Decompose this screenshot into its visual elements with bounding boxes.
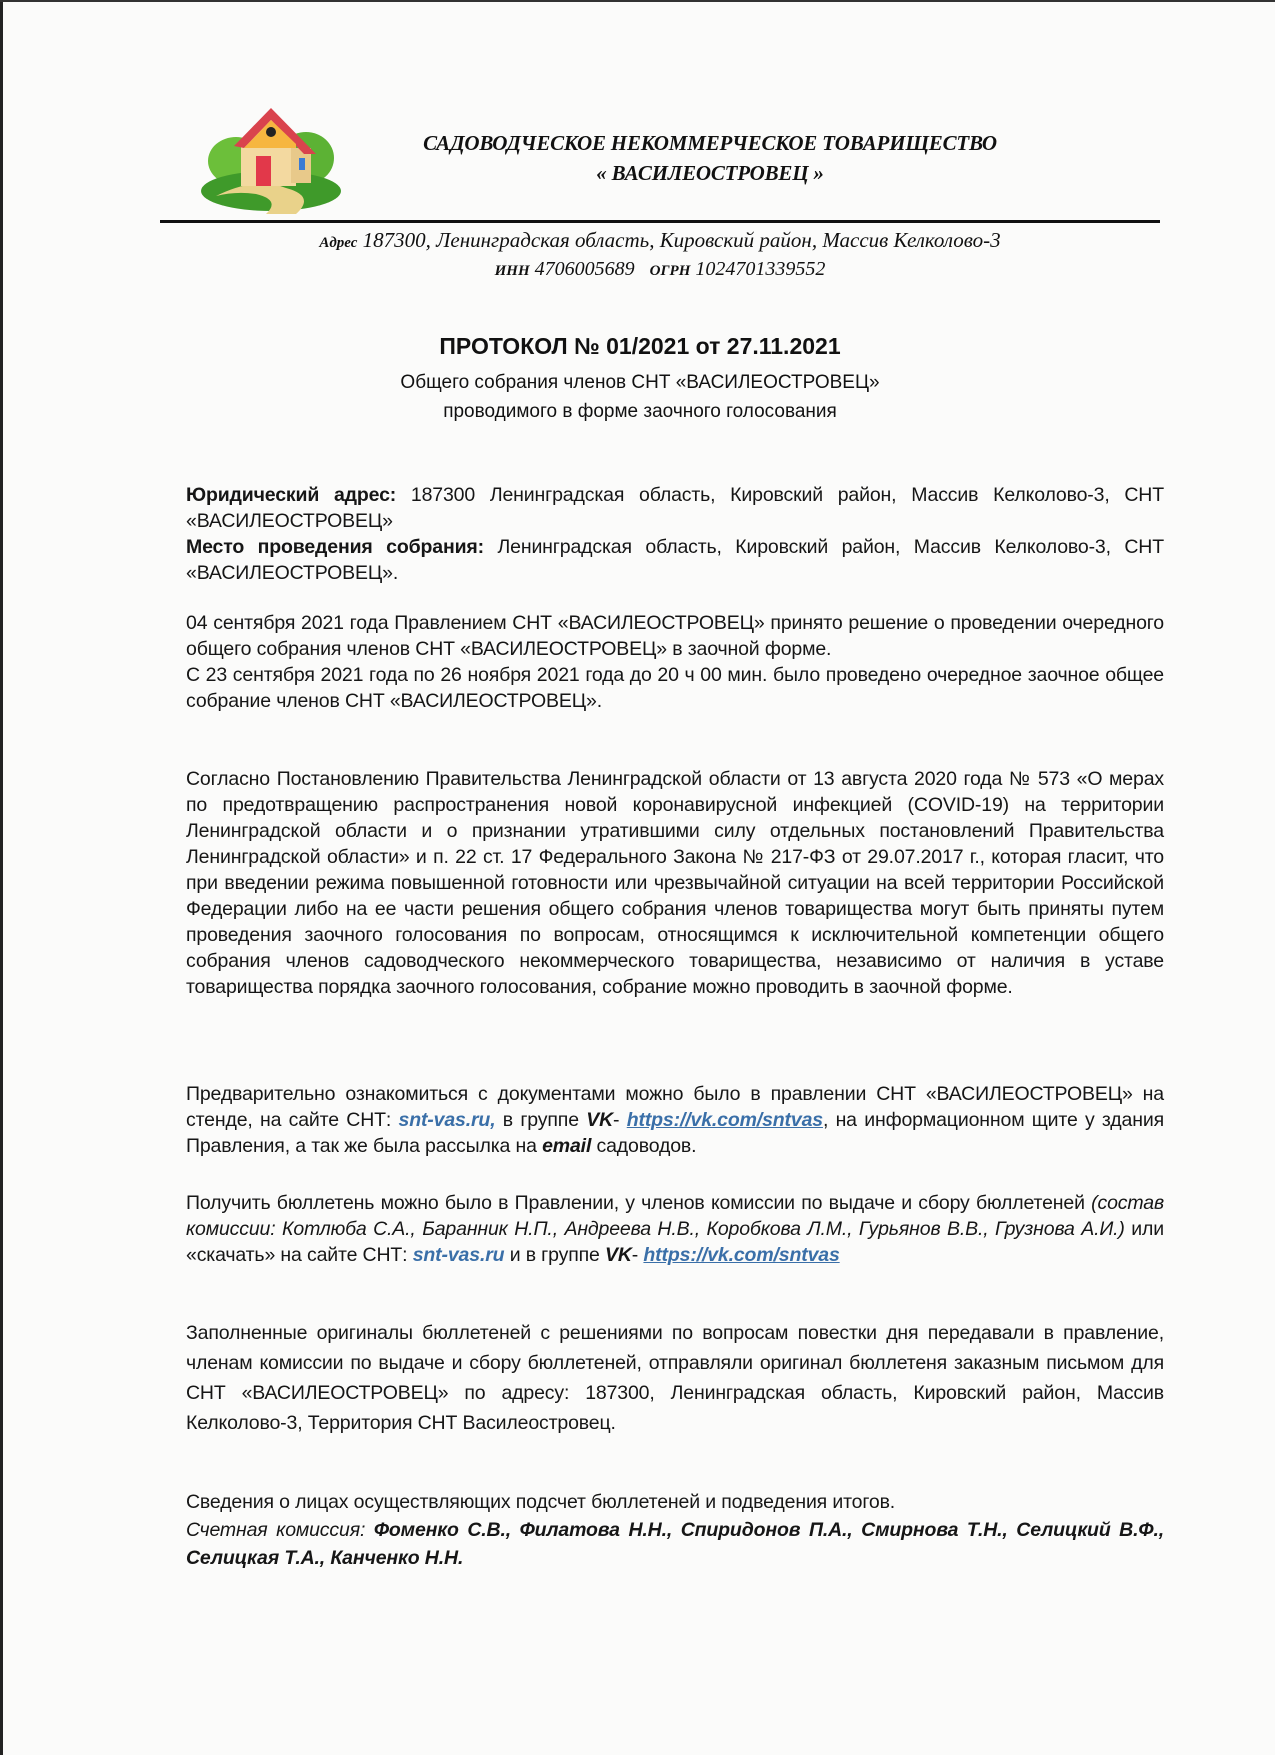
ballots-text: и в группе [504,1244,605,1266]
legal-address [186,482,1164,534]
documents-text: садоводов. [591,1135,697,1157]
site-link[interactable]: snt-vas.ru, [398,1109,496,1131]
ballots-text: или «скачать» на сайте СНТ: [186,1218,1164,1266]
vk-label: VK [605,1244,632,1266]
document-title: ПРОТОКОЛ № 01/2021 от 27.11.2021 [439,333,841,359]
documents-text: в группе [495,1109,587,1131]
house-garden-icon [196,96,346,216]
org-identifiers [180,256,1140,284]
ogrn-value: 1024701339552 [695,258,826,280]
submission-section [186,1318,1164,1438]
page-edge [0,0,1275,2]
vk-link[interactable]: https://vk.com/sntvas [626,1109,823,1131]
counting-commission-members: Фоменко С.В., Филатова Н.Н., Спиридонов П.А., Смирнова Т.Н., Селицкий В.Ф., Селицкая Т.А., Канченко Н.Н. [186,1519,1164,1569]
ballots-text: Получить бюллетень можно было в Правлении, у членов комиссии по выдаче и сбору бюллетеней [186,1192,1092,1214]
org-address [180,226,1140,257]
ballots-paragraph [186,1190,1164,1268]
meeting-period-paragraph: С 23 сентября 2021 года по 26 ноября 2021 года до 20 ч 00 мин. было проведено очередное заочное общее собрание членов СНТ «ВАСИЛЕОСТРОВЕЦ». [186,664,1164,712]
decision-paragraph: 04 сентября 2021 года Правлением СНТ «ВАСИЛЕОСТРОВЕЦ» принято решение о проведении очередного общего собрания членов СНТ «ВАСИЛЕОСТРОВЕЦ» в заочной форме. [186,612,1164,660]
legal-basis-paragraph: Согласно Постановлению Правительства Ленинградской области от 13 августа 2020 года № 573 «О мерах по предотвращению распространения новой коронавирусной инфекцией (COVID-19) на территории Ленинградской области и о признании утратившими силу отдельных постановлений Правительства Ленинградской области» и п. 22 ст. 17 Федерального Закона № 217-ФЗ от 29.07.2017 г., которая гласит, что при введении режима повышенной готовности или чрезвычайной ситуации на всей территории Российской Федерации либо на ее части решения общего собрания членов товарищества могут быть приняты путем проведения заочного голосования по вопросам, относящимся к исключительной компетенции общего собрания членов садоводческого некоммерческого товарищества, независимо от наличия в уставе товарищества порядка заочного голосования, собрание можно проводить в заочной форме. [186,768,1164,998]
vk-link[interactable]: https://vk.com/sntvas [643,1244,840,1266]
counting-intro: Сведения о лицах осуществляющих подсчет бюллетеней и подведения итогов. [186,1491,896,1513]
documents-section [186,1081,1164,1159]
decision-section [186,610,1164,714]
ballots-section [186,1190,1164,1268]
address-value: 187300, Ленинградская область, Кировский район, Массив Келколово-3 [362,228,1001,252]
counting-section [186,1488,1164,1572]
ballot-commission-members: (состав комиссии: Котлюба С.А., Баранник Н.П., Андреева Н.В., Коробкова Л.М., Гурьянов В.В., Грузнова А.И.) [186,1192,1164,1240]
meeting-venue-value: Ленинградская область, Кировский район, Массив Келколово-3, СНТ «ВАСИЛЕОСТРОВЕЦ». [186,536,1165,584]
legal-basis-section [186,766,1164,1000]
vk-label: VK [586,1109,614,1131]
inn-label: ИНН [494,263,530,279]
page-edge [0,0,3,1755]
org-line-1: САДОВОДЧЕСКОЕ НЕКОММЕРЧЕСКОЕ ТОВАРИЩЕСТВО [423,131,997,155]
email-label: email [542,1135,592,1157]
counting-commission [186,1516,1164,1572]
site-link[interactable]: snt-vas.ru [412,1244,505,1266]
org-line-2: « ВАСИЛЕОСТРОВЕЦ » [596,161,824,185]
subtitle-line-1: Общего собрания членов СНТ «ВАСИЛЕОСТРОВЕЦ» [400,372,880,393]
counting-commission-label: Счетная комиссия: [186,1519,374,1541]
ballots-text: - [631,1244,644,1266]
inn-value: 4706005689 [534,258,635,280]
document-subtitle [300,368,980,426]
legal-address-value: 187300 Ленинградская область, Кировский район, Массив Келколово-3, СНТ «ВАСИЛЕОСТРОВЕЦ» [186,484,1164,532]
meeting-venue [186,534,1164,586]
address-label: Адрес [319,235,358,251]
documents-text: Предварительно ознакомиться с документами можно было в правлении СНТ «ВАСИЛЕОСТРОВЕЦ» на стенде, на сайте СНТ: [186,1083,1164,1131]
documents-text: - [613,1109,627,1131]
header-divider [160,220,1160,223]
documents-text: , на информационном щите у здания Правления, а так же была рассылка на [186,1109,1164,1157]
meeting-venue-label: Место проведения собрания: [186,536,484,558]
documents-paragraph [186,1081,1164,1159]
legal-address-label: Юридический адрес: [186,484,397,506]
ogrn-label: ОГРН [649,263,691,279]
organization-name [380,128,1040,188]
submission-paragraph: Заполненные оригиналы бюллетеней с решениями по вопросам повестки дня передавали в правление, членам комиссии по выдаче и сбору бюллетеней, отправляли оригинал бюллетеня заказным письмом для СНТ «ВАСИЛЕОСТРОВЕЦ» по адресу: 187300, Ленинградская область, Кировский район, Массив Келколово-3, Территория СНТ Василеостровец. [186,1322,1164,1434]
subtitle-line-2: проводимого в форме заочного голосования [443,401,837,422]
legal-info-section [186,482,1164,586]
